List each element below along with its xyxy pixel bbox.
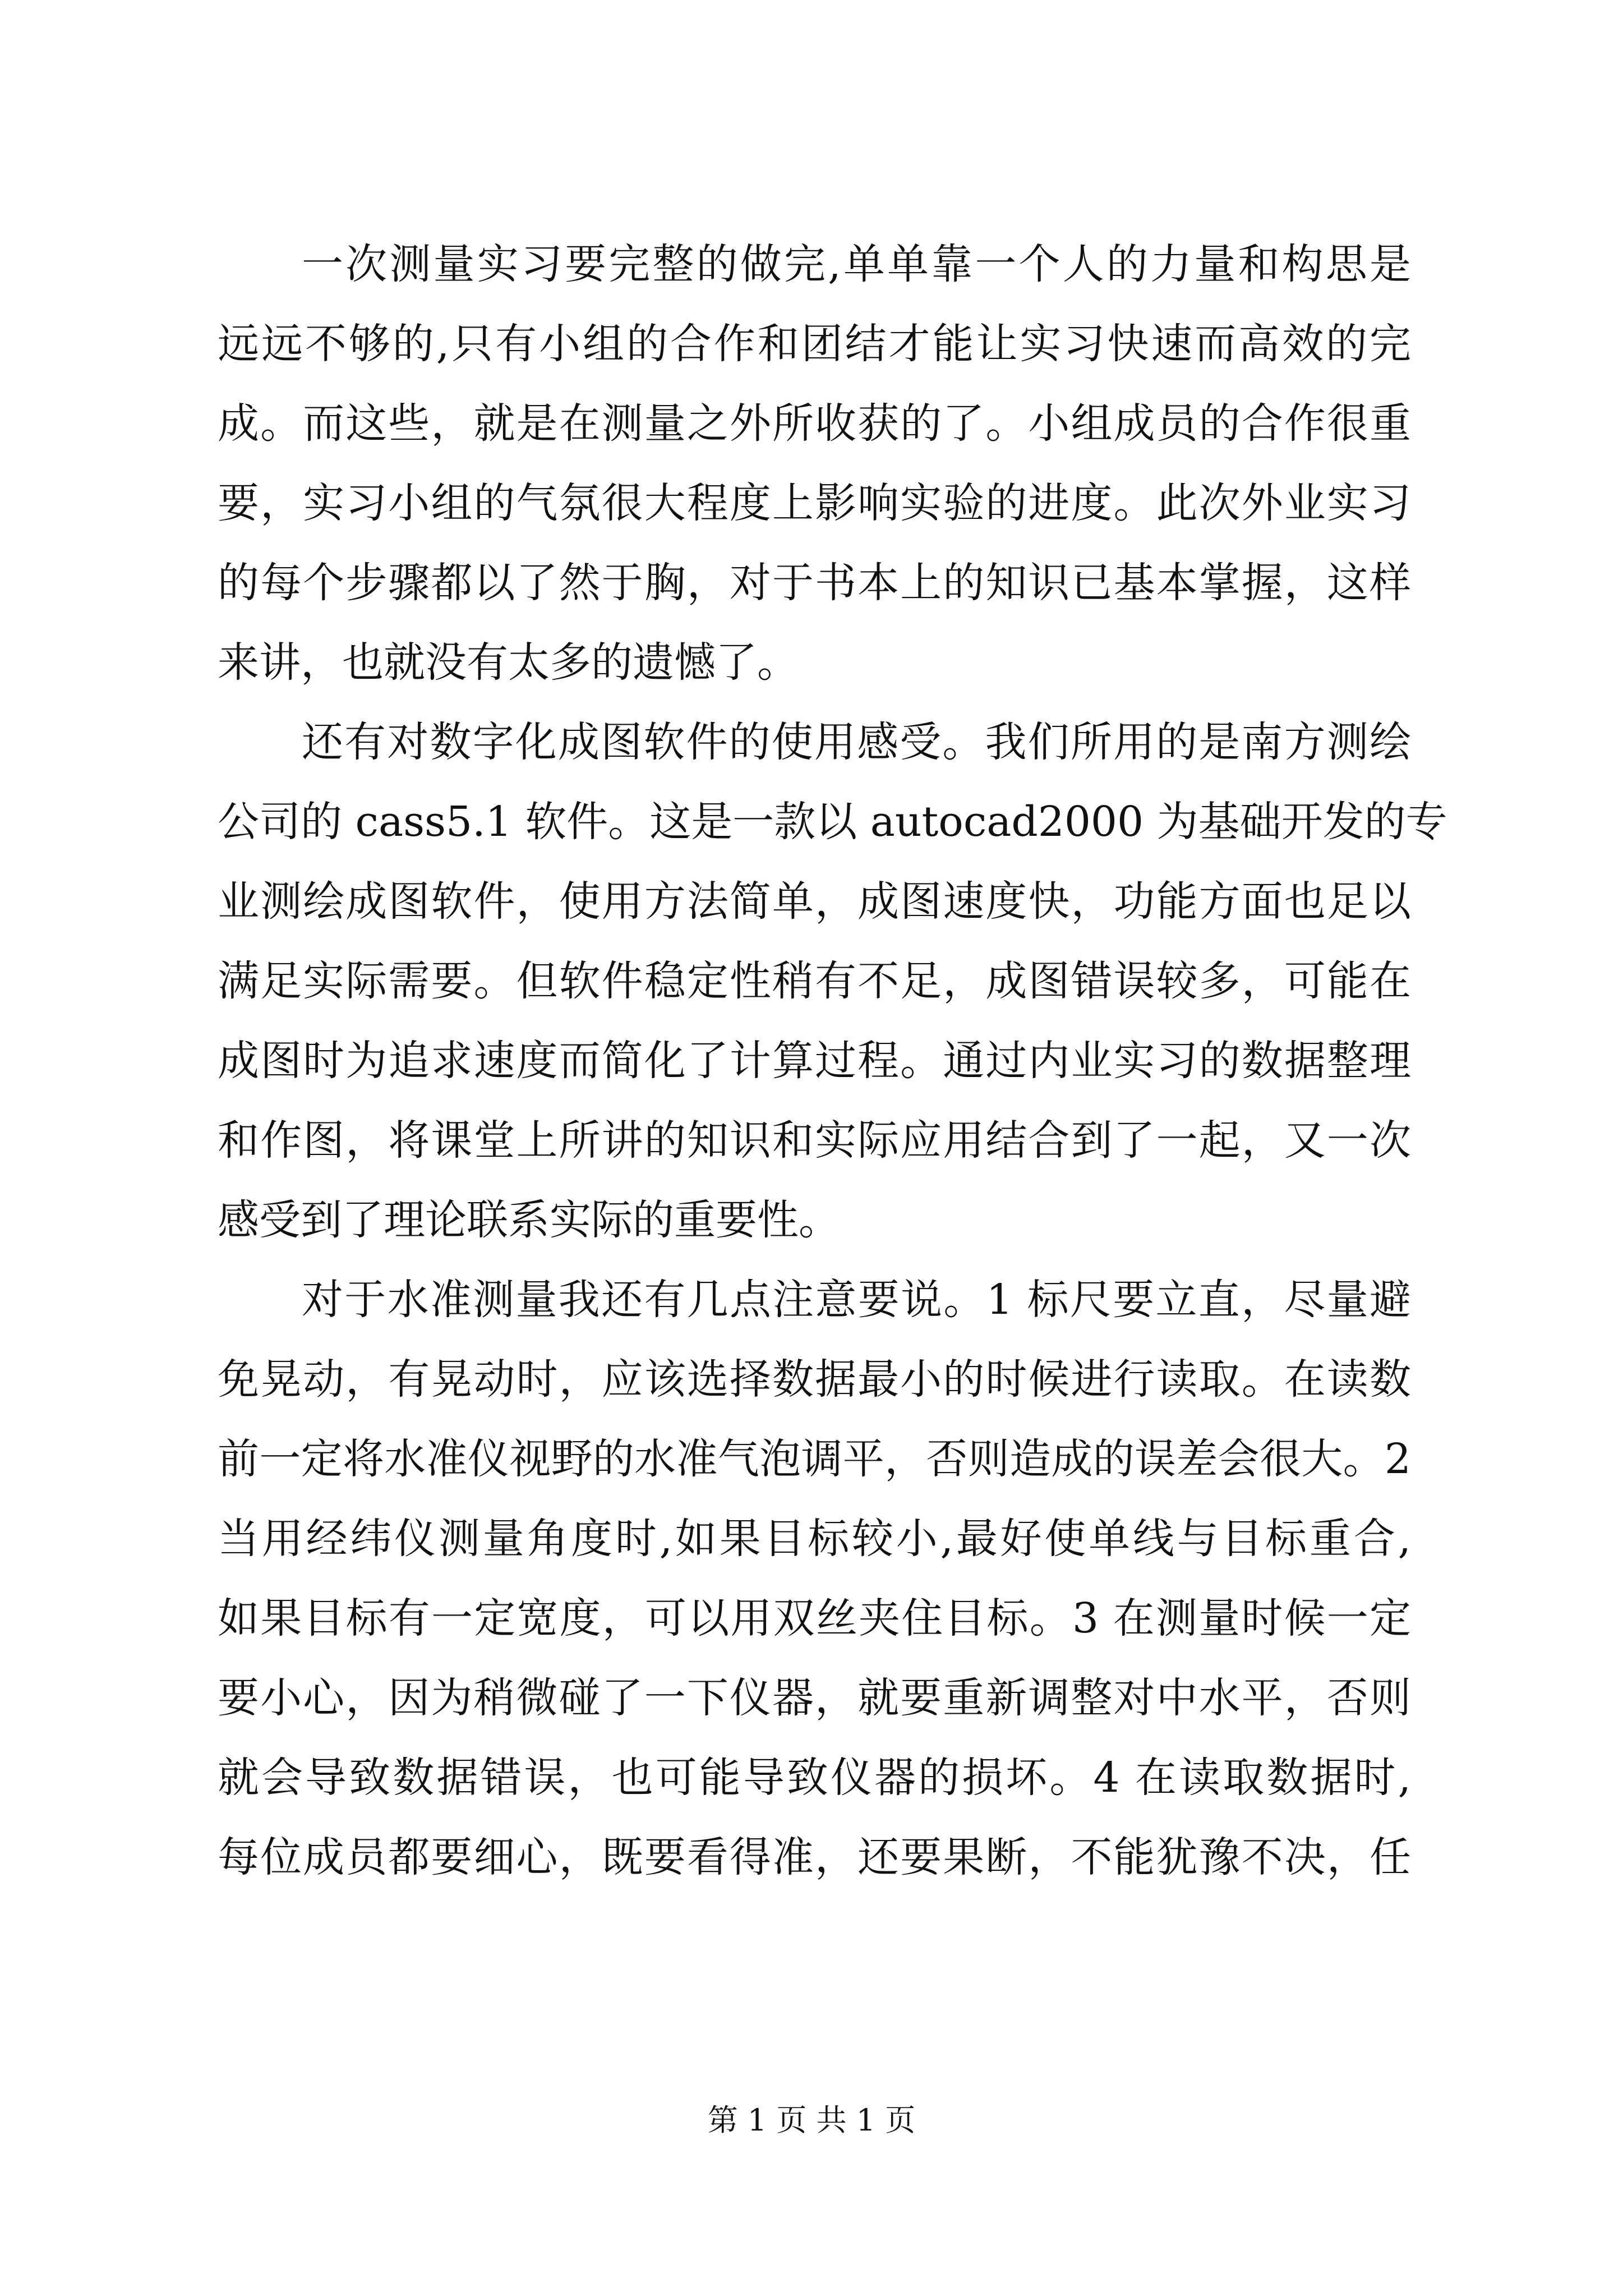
paragraph-1-line-6: 来讲，也就没有太多的遗憾了。 [218, 638, 799, 687]
paragraph-2-line-2: 公司的 cass5.1 软件。这是一款以 autocad2000 为基础开发的专 [218, 798, 1447, 846]
paragraph-1-line-3: 成。而这些，就是在测量之外所收获的了。小组成员的合作很重 [218, 399, 1411, 448]
paragraph-1-line-1: 一次测量实习要完整的做完,单单靠一个人的力量和构思是 [302, 240, 1411, 288]
page-footer: 第 1 页 共 1 页 [707, 2102, 916, 2138]
paragraph-2-line-5: 成图时为追求速度而简化了计算过程。通过内业实习的数据整理 [218, 1037, 1411, 1085]
paragraph-2-line-6: 和作图，将课堂上所讲的知识和实际应用结合到了一起，又一次 [218, 1116, 1411, 1165]
paragraph-3-line-8: 每位成员都要细心，既要看得准，还要果断，不能犹豫不决，任 [218, 1833, 1411, 1881]
paragraph-2-line-7: 感受到了理论联系实际的重要性。 [218, 1196, 840, 1244]
paragraph-2-line-3: 业测绘成图软件，使用方法简单，成图速度快，功能方面也足以 [218, 877, 1411, 926]
paragraph-3-line-4: 当用经纬仪测量角度时,如果目标较小,最好使单线与目标重合, [218, 1515, 1411, 1563]
paragraph-1-line-4: 要，实习小组的气氛很大程度上影响实验的进度。此次外业实习 [218, 479, 1411, 527]
paragraph-2-line-1: 还有对数字化成图软件的使用感受。我们所用的是南方测绘 [302, 718, 1411, 766]
paragraph-3-line-6: 要小心，因为稍微碰了一下仪器，就要重新调整对中水平，否则 [218, 1674, 1411, 1722]
paragraph-2-line-4: 满足实际需要。但软件稳定性稍有不足，成图错误较多，可能在 [218, 957, 1411, 1005]
paragraph-1-line-5: 的每个步骤都以了然于胸，对于书本上的知识已基本掌握，这样 [218, 559, 1411, 607]
document-body [218, 224, 1447, 1897]
paragraph-3-line-2: 免晃动，有晃动时，应该选择数据最小的时候进行读取。在读数 [218, 1355, 1411, 1404]
paragraph-1-line-2: 远远不够的,只有小组的合作和团结才能让实习快速而高效的完 [218, 320, 1411, 368]
paragraph-3-line-3: 前一定将水准仪视野的水准气泡调平，否则造成的误差会很大。2 [218, 1435, 1411, 1483]
paragraph-3-line-5: 如果目标有一定宽度，可以用双丝夹住目标。3 在测量时候一定 [218, 1594, 1411, 1642]
paragraph-3-line-1: 对于水准测量我还有几点注意要说。1 标尺要立直，尽量避 [302, 1276, 1411, 1324]
paragraph-3-line-7: 就会导致数据错误，也可能导致仪器的损坏。4 在读取数据时, [218, 1754, 1411, 1802]
